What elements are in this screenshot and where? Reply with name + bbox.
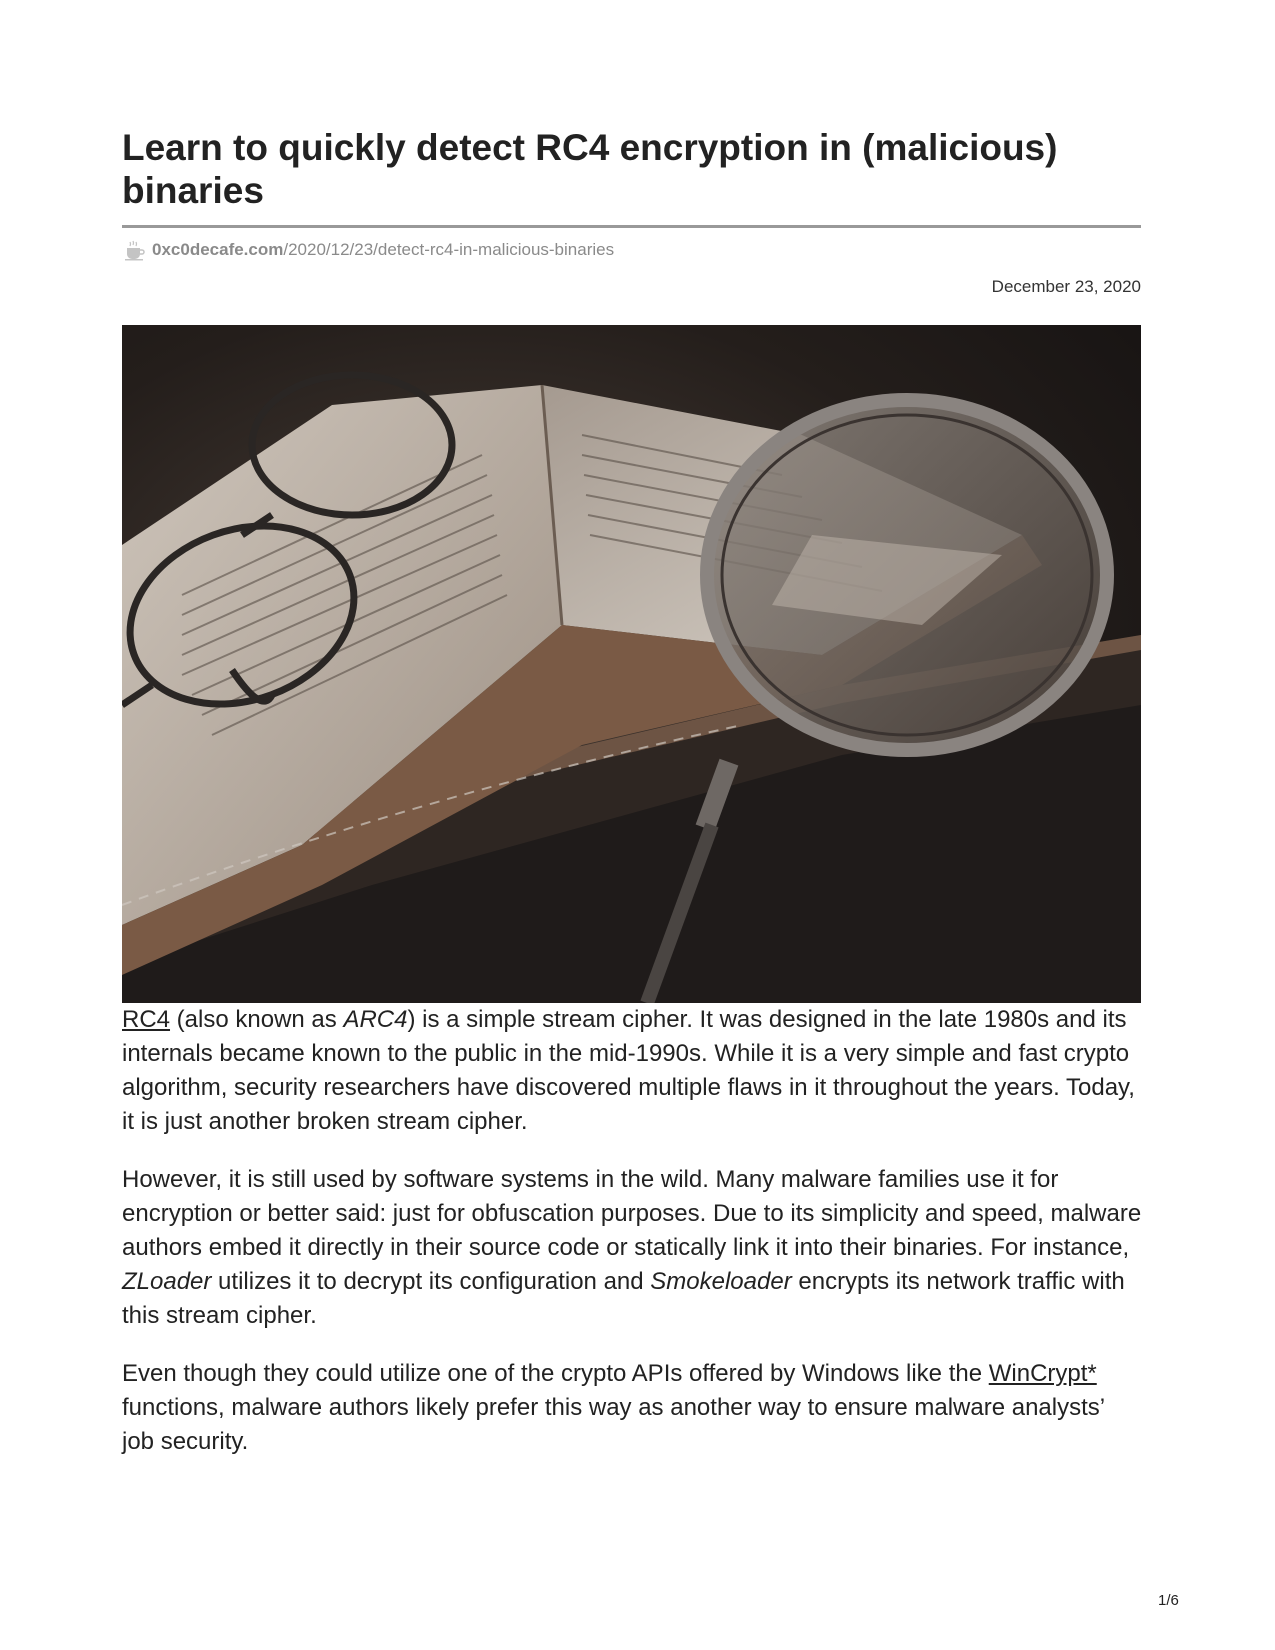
source-url[interactable] xyxy=(124,238,614,262)
paragraph-3: Even though they could utilize one of the crypto APIs offered by Windows like the WinCrypt* functions, malware authors likely prefer this way as another way to ensure malware analysts’ job security. xyxy=(122,1360,1105,1455)
paragraph-2: However, it is still used by software systems in the wild. Many malware families use it for encryption or better said: just for obfuscation purposes. Due to its simplicity and speed, malware authors embed it directly in their source code or statically link it into their binaries. For instance, ZLoader utilizes it to decrypt its configuration and Smokeloader encrypts its network traffic with this stream cipher. xyxy=(122,1166,1142,1329)
wincrypt-link[interactable]: WinCrypt* xyxy=(988,1360,1097,1387)
article-title: Learn to quickly detect RC4 encryption in (malicious) binaries xyxy=(122,127,1058,211)
hero-image xyxy=(122,325,1141,1003)
zloader-term: ZLoader xyxy=(122,1268,212,1295)
smokeloader-term: Smokeloader xyxy=(650,1268,792,1295)
publish-date: December 23, 2020 xyxy=(991,277,1141,296)
title-divider xyxy=(122,225,1141,228)
coffee-cup-icon xyxy=(124,239,146,261)
article-body xyxy=(122,1003,1142,1483)
arc4-term: ARC4 xyxy=(343,1006,408,1033)
page-number: 1/6 xyxy=(1158,1592,1179,1609)
source-path: /2020/12/23/detect-rc4-in-malicious-binaries xyxy=(283,240,615,259)
paragraph-1: RC4 (also known as ARC4) is a simple stream cipher. It was designed in the late 1980s and its internals became known to the public in the mid-1990s. While it is a very simple and fast crypto algorithm, security researchers have discovered multiple flaws in it throughout the years. Today, it is just another broken stream cipher. xyxy=(122,1006,1135,1135)
rc4-link[interactable]: RC4 xyxy=(122,1006,171,1033)
source-domain: 0xc0decafe.com xyxy=(152,240,284,259)
